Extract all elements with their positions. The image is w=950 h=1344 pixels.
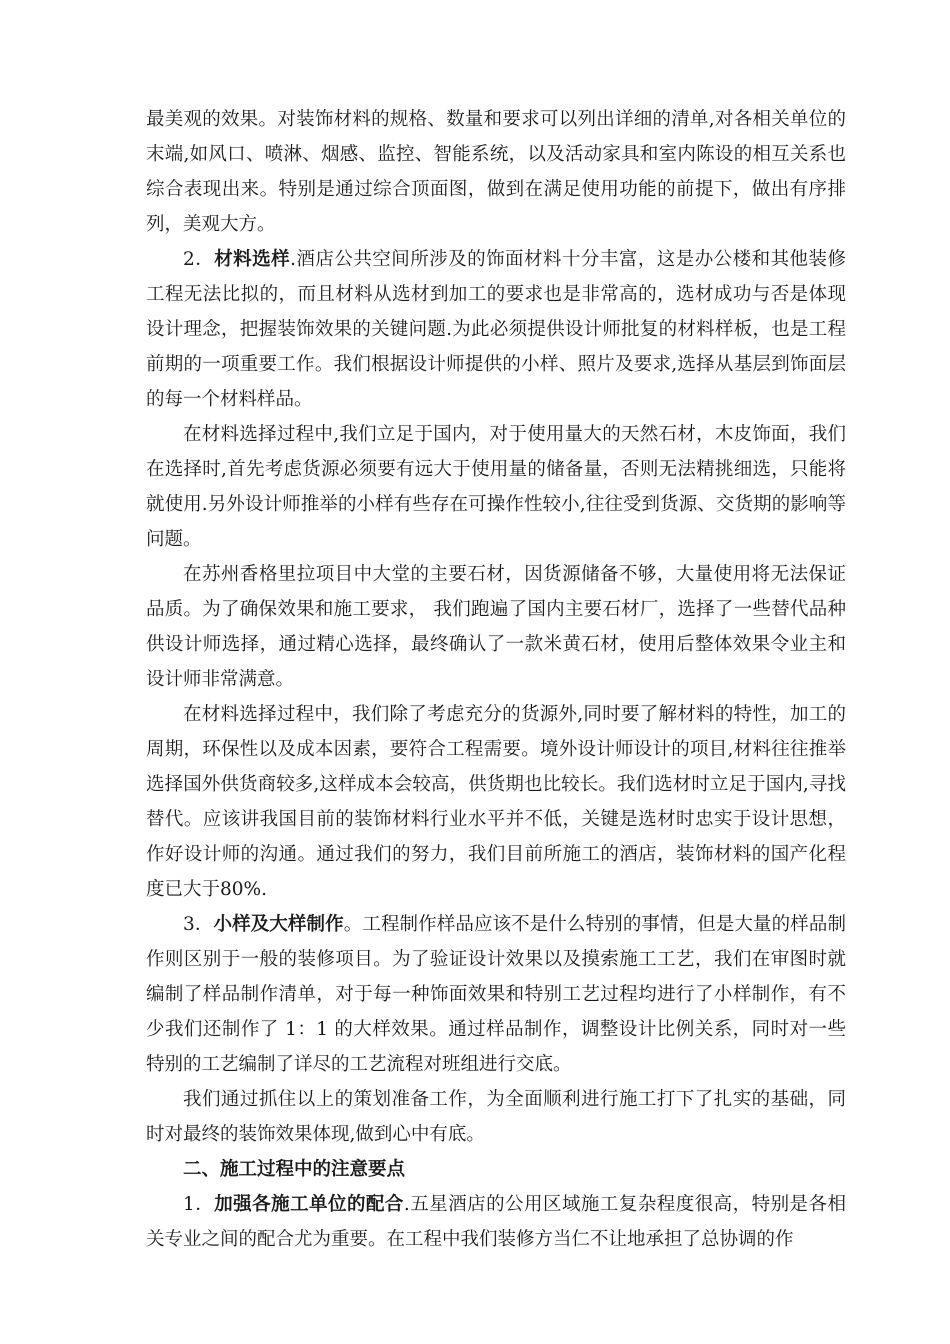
paragraph-text: 在苏州香格里拉项目中大堂的主要石材，因货源储备不够，大量使用将无法保证品质。为了确保效果和施工要求， 我们跑遍了国内主要石材厂，选择了一些替代品种供设计师选择，通过精心选择，最终确认了一款米黄石材，使用后整体效果令业主和设计师非常满意。: [146, 564, 846, 690]
document-page: [146, 102, 846, 1257]
paragraph-text: .酒店公共空间所涉及的饰面材料十分丰富，这是办公楼和其他装修工程无法比拟的，而且材料从选材到加工的要求也是非常高的，选材成功与否是体现设计理念，把握装饰效果的关键问题.为此必须提供设计师批复的材料样板，也是工程前期的一项重要工作。我们根据设计师提供的小样、照片及要求,选择从基层到饰面层的每一个材料样品。: [146, 249, 846, 410]
paragraph-3: [146, 417, 846, 557]
paragraph-5: [146, 697, 846, 907]
paragraph-1: [146, 102, 846, 242]
paragraph-7: [146, 1082, 846, 1152]
item-number: 1．: [183, 1194, 215, 1215]
paragraph-8: [146, 1187, 846, 1257]
item-lead-bold: 小样及大样制作: [213, 914, 344, 935]
item-number: 3．: [183, 914, 214, 935]
paragraph-6: [146, 907, 846, 1082]
paragraph-4: [146, 557, 846, 697]
paragraph-text: 我们通过抓住以上的策划准备工作，为全面顺利进行施工打下了扎实的基础，同时对最终的装饰效果体现,做到心中有底。: [146, 1089, 846, 1145]
paragraph-2: [146, 242, 846, 417]
item-lead-bold: 材料选样: [214, 249, 291, 270]
paragraph-text: 最美观的效果。对装饰材料的规格、数量和要求可以列出详细的清单,对各相关单位的末端,如风口、喷淋、烟感、监控、智能系统，以及活动家具和室内陈设的相互关系也综合表现出来。特别是通过综合顶面图，做到在满足使用功能的前提下，做出有序排列，美观大方。: [146, 109, 846, 235]
paragraph-text: 在材料选择过程中，我们除了考虑充分的货源外,同时要了解材料的特性，加工的周期，环保性以及成本因素，要符合工程需要。境外设计师设计的项目,材料往往推举选择国外供货商较多,这样成本会较高，供货期也比较长。我们选材时立足于国内,寻找替代。应该讲我国目前的装饰材料行业水平并不低，关键是选材时忠实于设计思想，作好设计师的沟通。通过我们的努力，我们目前所施工的酒店，装饰材料的国产化程度已大于80%.: [146, 704, 846, 900]
item-lead-bold: 加强各施工单位的配合: [214, 1194, 404, 1215]
section-heading: 二、施工过程中的注意要点: [183, 1159, 406, 1180]
item-number: 2．: [183, 249, 215, 270]
paragraph-text: .五星酒店的公用区域施工复杂程度很高，特别是各相关专业之间的配合尤为重要。在工程中我们装修方当仁不让地承担了总协调的作: [146, 1194, 846, 1250]
paragraph-text: 在材料选择过程中,我们立足于国内，对于使用量大的天然石材，木皮饰面，我们在选择时,首先考虑货源必须要有远大于使用量的储备量，否则无法精挑细选，只能将就使用.另外设计师推举的小样有些存在可操作性较小,往往受到货源、交货期的影响等问题。: [146, 424, 846, 550]
paragraph-text: 。工程制作样品应该不是什么特别的事情，但是大量的样品制作则区别于一般的装修项目。为了验证设计效果以及摸索施工工艺，我们在审图时就编制了样品制作清单，对于每一种饰面效果和特别工艺过程均进行了小样制作，有不少我们还制作了 1：1 的大样效果。通过样品制作，调整设计比例关系，同时对一些特别的工艺编制了详尽的工艺流程对班组进行交底。: [146, 914, 846, 1075]
